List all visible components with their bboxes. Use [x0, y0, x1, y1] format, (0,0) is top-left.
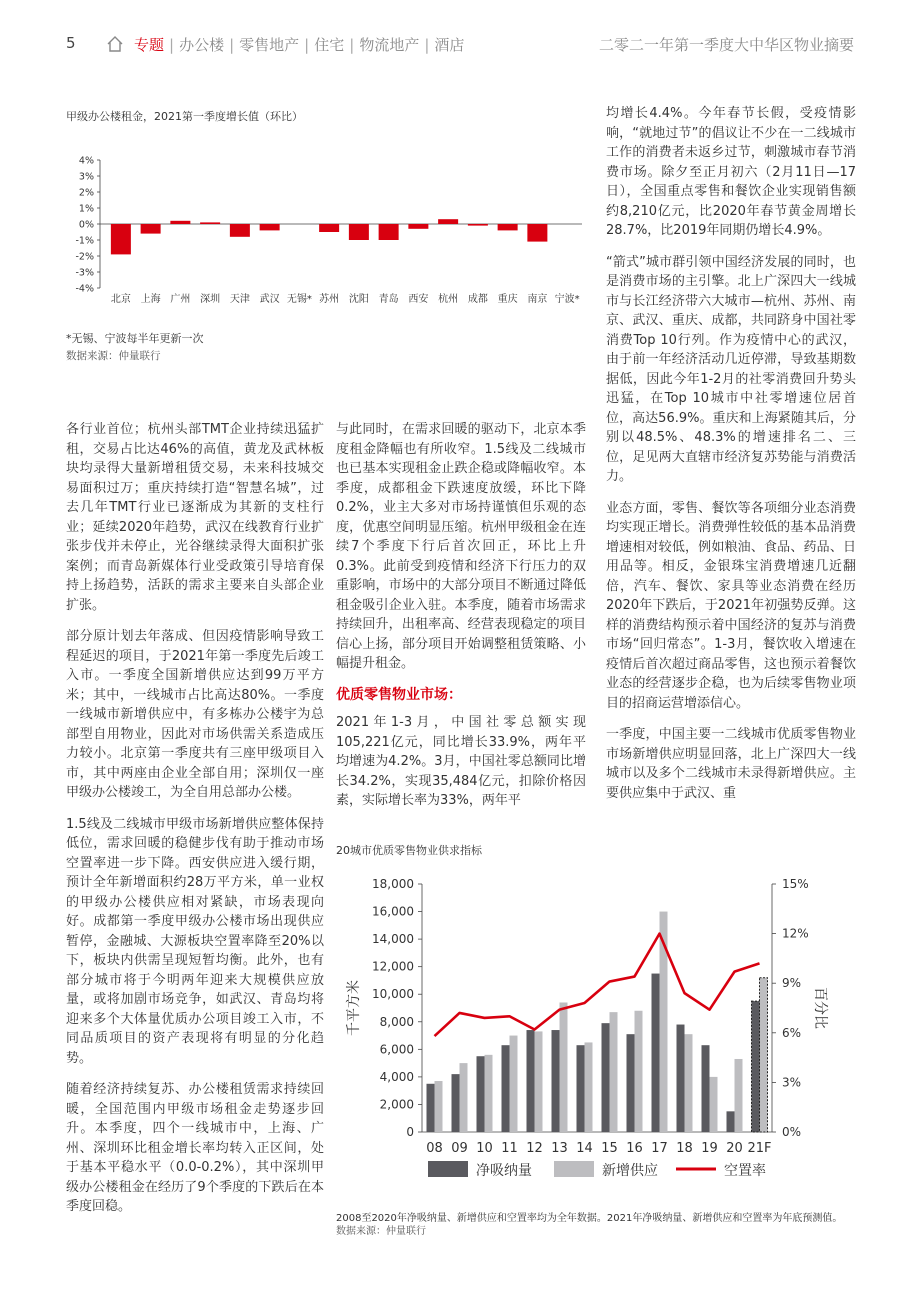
rent-bar — [170, 221, 190, 224]
nav-separator: | — [424, 36, 430, 54]
nav-item-logistics[interactable]: 物流地产 — [359, 36, 420, 54]
nav-item-feature[interactable]: 专题 — [134, 36, 165, 54]
body-paragraph: “箭式”城市群引领中国经济发展的同时，也是消费市场的主引擎。北上广深四大一线城市与长江经济带六大城市—杭州、苏州、南京、武汉、重庆、成都，共同跻身中国社零消费Top 10行列。作为疫情中心的武汉，由于前一年经济活动几近停滞，导致基期数据低，因此今年1-2月的社零消费回升势头迅猛，在Top 10城市中社零增速位居首位，高达56.9%。重庆和上海紧随其后，分别以48.5%、48.3%的增速排名二、三位，足见两大直辖市经济复苏势能与消费活力。 — [606, 254, 856, 484]
y-tick-label: 16,000 — [372, 904, 414, 919]
right-text-column — [606, 104, 856, 815]
absorption-bar — [727, 1111, 735, 1132]
y-tick-label: 4,000 — [379, 1069, 414, 1084]
y-tick-label: 0 — [406, 1125, 414, 1139]
section-nav — [134, 34, 464, 55]
rent-bar — [230, 224, 250, 237]
home-icon[interactable] — [106, 35, 124, 53]
nav-item-hotel[interactable]: 酒店 — [434, 36, 465, 54]
rent-chart-title: 甲级办公楼租金，2021第一季度增长值（环比） — [66, 110, 303, 123]
legend-swatch-supply — [554, 1161, 594, 1177]
y2-tick-label: 6% — [782, 1025, 802, 1040]
supply-bar — [510, 1036, 518, 1132]
x-tick-label: 武汉 — [259, 294, 280, 305]
retail-supply-demand-chart — [336, 870, 856, 1192]
absorption-bar — [577, 1045, 585, 1132]
y-tick-label: -2% — [75, 251, 94, 263]
rent-bar — [438, 219, 458, 224]
nav-separator: | — [349, 36, 355, 54]
y-tick-label: 2,000 — [379, 1097, 414, 1112]
x-tick-label: 14 — [576, 1141, 593, 1156]
body-paragraph: 部分原计划去年落成、但因疫情影响导致工程延迟的项目，于2021年第一季度先后竣工入市。一季度全国新增供应达到99万平方米；其中，一线城市占比高达80%。一季度一线城市新增供应中，有多栋办公楼宇为总部型自用物业，因此对市场供需关系造成压力较小。北京第一季度共有三座甲级项目入市，其中两座由企业全部自用；深圳仅一座甲级办公楼竣工，为全自用总部办公楼。 — [66, 629, 324, 800]
supply-bar — [710, 1077, 718, 1132]
body-paragraph: 随着经济持续复苏、办公楼租赁需求持续回暖，全国范围内甲级市场租金走势逐步回升。本季度，四个一线城市中，上海、广州、深圳环比租金增长率均转入正区间，处于基本平稳水平（0.0-0.2%），其中深圳甲级办公楼租金在经历了9个季度的下跌后在本季度回稳。 — [66, 1082, 324, 1214]
legend-swatch-absorption — [428, 1161, 468, 1177]
rent-bar — [111, 224, 131, 254]
absorption-bar — [552, 1030, 560, 1132]
y-tick-label: 8,000 — [379, 1014, 414, 1029]
nav-separator: | — [169, 36, 175, 54]
y-tick-label: 0% — [78, 219, 94, 231]
y2-tick-label: 15% — [782, 877, 809, 891]
rent-bar — [349, 224, 369, 240]
nav-separator: | — [304, 36, 310, 54]
x-tick-label: 19 — [701, 1141, 718, 1156]
rent-bar — [527, 224, 547, 242]
y2-tick-label: 9% — [782, 976, 802, 991]
body-paragraph: 业态方面，零售、餐饮等各项细分业态消费均实现正增长。消费弹性较低的基本品消费增速相对较低，例如粮油、食品、药品、日用品等。相反，金银珠宝消费增速几近翻倍，汽车、餐饮、家具等业态消费在经历2020年下跌后，于2021年初强势反弹。这样的消费结构预示着中国经济的复苏与消费市场“回归常态”。1-3月，餐饮收入增速在疫情后首次超过商品零售，这也预示着餐饮业态的经营逐步企稳，也为后续零售物业项目的招商运营增添信心。 — [606, 500, 856, 711]
rent-chart-note: *无锡、宁波每半年更新一次 — [66, 332, 204, 345]
y-tick-label: 4% — [78, 155, 94, 167]
x-tick-label: 南京 — [527, 294, 548, 305]
rent-bar — [379, 224, 399, 240]
x-tick-label: 西安 — [408, 294, 429, 305]
rent-chart-source: 数据来源：仲量联行 — [66, 350, 161, 362]
x-tick-label: 17 — [651, 1141, 668, 1156]
x-tick-label: 08 — [426, 1141, 443, 1156]
rent-growth-chart — [66, 140, 586, 312]
y2-tick-label: 3% — [782, 1075, 802, 1090]
x-tick-label: 无锡* — [286, 294, 312, 305]
supply-bar — [535, 1031, 543, 1132]
vacancy-line — [435, 934, 760, 1037]
body-paragraph: 一季度，中国主要一二线城市优质零售物业市场新增供应明显回落，北上广深四大一线城市以及多个二线城市未录得新增供应。主要供应集中于武汉、重 — [606, 727, 856, 801]
x-tick-label: 成都 — [467, 294, 488, 305]
nav-separator: | — [229, 36, 235, 54]
supply-bar — [485, 1055, 493, 1132]
absorption-bar — [677, 1025, 685, 1132]
x-tick-label: 15 — [601, 1141, 618, 1156]
body-paragraph: 均增长4.4%。今年春节长假，受疫情影响，“就地过节”的倡议让不少在一二线城市工作的消费者未返乡过节，刺激城市春节消费市场。除夕至正月初六（2月11日—17日），全国重点零售和餐饮企业实现销售额约8,210亿元，比2020年春节黄金周增长28.7%，比2019年同期仍增长4.9%。 — [606, 106, 856, 238]
rent-bar — [260, 224, 280, 230]
body-paragraph: 各行业首位；杭州头部TMT企业持续迅猛扩租，交易占比达46%的高值，黄龙及武林板块均录得大量新增租赁交易，未来科技城交易面积过万；重庆持续打造“智慧名城”，过去几年TMT行业已逐渐成为其新的支柱行业；延续2020年趋势，武汉在线教育行业扩张步伐并未停止，光谷继续录得大面积扩张案例；而青岛新媒体行业受政策引导培育保持上扬趋势，活跃的需求主要来自头部企业扩张。 — [66, 422, 324, 613]
y-tick-label: -1% — [75, 235, 94, 247]
rent-bar — [200, 222, 220, 224]
y-tick-label: -3% — [75, 267, 94, 279]
x-tick-label: 16 — [626, 1141, 643, 1156]
absorption-bar — [702, 1045, 710, 1132]
legend-label-absorption: 净吸纳量 — [476, 1163, 532, 1179]
supply-bar — [610, 1012, 618, 1132]
nav-item-office[interactable]: 办公楼 — [179, 36, 225, 54]
absorption-bar — [502, 1045, 510, 1132]
supply-bar — [760, 978, 768, 1132]
retail-chart-title: 20城市优质零售物业供求指标 — [336, 844, 482, 857]
supply-bar — [735, 1059, 743, 1132]
absorption-bar — [427, 1084, 435, 1132]
middle-text-column — [336, 420, 586, 823]
report-title: 二零二一年第一季度大中华区物业摘要 — [598, 36, 854, 54]
absorption-bar — [477, 1056, 485, 1132]
x-tick-label: 苏州 — [319, 294, 340, 305]
rent-bar — [408, 224, 428, 229]
x-tick-label: 广州 — [170, 294, 191, 305]
rent-bar — [141, 224, 161, 234]
y2-tick-label: 12% — [782, 926, 809, 941]
supply-bar — [560, 1002, 568, 1132]
x-tick-label: 12 — [526, 1141, 543, 1156]
x-tick-label: 重庆 — [497, 294, 518, 305]
y-tick-label: -4% — [75, 283, 94, 295]
supply-bar — [585, 1042, 593, 1132]
supply-bar — [435, 1081, 443, 1132]
x-tick-label: 21F — [747, 1141, 772, 1156]
x-tick-label: 宁波* — [554, 294, 580, 305]
x-tick-label: 09 — [451, 1141, 468, 1156]
rent-bar — [319, 224, 339, 232]
x-tick-label: 上海 — [140, 294, 161, 305]
y-tick-label: 1% — [78, 203, 94, 215]
page-header — [0, 0, 920, 70]
left-text-column — [66, 420, 324, 1229]
absorption-bar — [602, 1023, 610, 1132]
y-tick-label: 14,000 — [372, 932, 414, 947]
body-paragraph: 2021年1-3月，中国社零总额实现105,221亿元，同比增长33.9%，两年平均增速为4.2%。3月，中国社零总额同比增长34.2%，实现35,484亿元，扣除价格因素，实际增长率为33%，两年平 — [336, 715, 586, 808]
y-tick-label: 2% — [78, 187, 94, 199]
legend-label-supply: 新增供应 — [602, 1163, 658, 1179]
supply-bar — [460, 1063, 468, 1132]
x-tick-label: 北京 — [110, 294, 131, 305]
body-paragraph: 1.5线及二线城市甲级市场新增供应整体保持低位，需求回暖的稳健步伐有助于推动市场空置率进一步下降。西安供应进入缓行期，预计全年新增面积约28万平方米，单一业权的甲级办公楼供应相对紧缺，市场表现向好。成都第一季度甲级办公楼市场出现供应暂停，金融城、大源板块空置率降至20%以下，板块内供需呈现短暂均衡。此外，也有部分城市将于今明两年迎来大规模供应放量，或将加剧市场竞争，如武汉、青岛均将迎来多个大体量优质办公项目竣工入市，不同品质项目的资产表现将有明显的分化趋势。 — [66, 816, 324, 1066]
nav-item-residential[interactable]: 住宅 — [314, 36, 345, 54]
absorption-bar — [452, 1074, 460, 1132]
body-paragraph: 与此同时，在需求回暖的驱动下，北京本季度租金降幅也有所收窄。1.5线及二线城市也已基本实现租金止跌企稳或降幅收窄。本季度，成都租金下跌速度放缓，环比下降0.2%，业主大多对市场持谨慎但乐观的态度，优惠空间明显压缩。杭州甲级租金在连续7个季度下行后首次回正，环比上升0.3%。此前受到疫情和经济下行压力的双重影响，市场中的大部分项目不断通过降低租金吸引企业入驻。本季度，随着市场需求持续回升，出租率高、经营表现稳定的项目信心上扬，部分项目开始调整租赁策略、小幅提升租金。 — [336, 422, 586, 671]
y-tick-label: 18,000 — [372, 877, 414, 891]
absorption-bar — [752, 1001, 760, 1132]
y-tick-label: 6,000 — [379, 1042, 414, 1057]
x-tick-label: 青岛 — [378, 294, 399, 305]
x-tick-label: 深圳 — [200, 294, 221, 305]
absorption-bar — [627, 1034, 635, 1132]
retail-chart-note: 2008至2020年净吸纳量、新增供应和空置率均为全年数据。2021年净吸纳量、新增供应和空置率为年底预测值。 — [336, 1213, 843, 1224]
x-tick-label: 杭州 — [438, 294, 459, 305]
page-number: 5 — [66, 34, 76, 52]
x-tick-label: 20 — [726, 1141, 743, 1156]
y-tick-label: 12,000 — [372, 959, 414, 974]
legend-label-vacancy: 空置率 — [724, 1163, 766, 1179]
y2-tick-label: 0% — [782, 1125, 802, 1139]
absorption-bar — [652, 974, 660, 1132]
supply-bar — [685, 1034, 693, 1132]
supply-bar — [635, 1011, 643, 1132]
y-tick-label: 10,000 — [372, 987, 414, 1002]
x-tick-label: 13 — [551, 1141, 568, 1156]
x-tick-label: 沈阳 — [348, 294, 369, 305]
y-tick-label: 3% — [78, 171, 94, 183]
nav-item-retail[interactable]: 零售地产 — [239, 36, 300, 54]
x-tick-label: 10 — [476, 1141, 493, 1156]
y-axis-label: 千平方米 — [346, 980, 362, 1036]
x-tick-label: 天津 — [229, 294, 250, 305]
x-tick-label: 18 — [676, 1141, 693, 1156]
y2-axis-label: 百分比 — [812, 987, 828, 1029]
x-tick-label: 11 — [501, 1141, 518, 1156]
retail-chart-source: 数据来源：仲量联行 — [336, 1226, 426, 1237]
rent-bar — [498, 224, 518, 230]
section-heading-retail: 优质零售物业市场： — [336, 686, 462, 703]
absorption-bar — [527, 1030, 535, 1132]
rent-bar — [468, 224, 488, 226]
